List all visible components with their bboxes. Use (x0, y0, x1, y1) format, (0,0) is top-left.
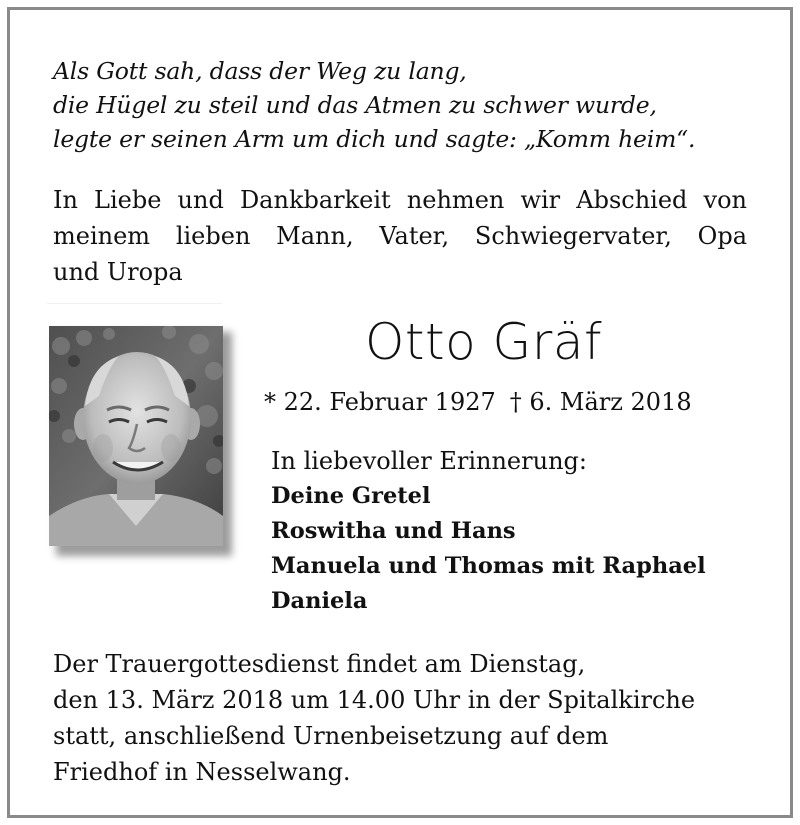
death-date: † 6. März 2018 (509, 388, 692, 416)
intro-line: In Liebe und Dankbarkeit nehmen wir Abschied von (53, 186, 747, 214)
poem (53, 54, 753, 156)
service-line: Friedhof in Nesselwang. (53, 758, 351, 786)
intro-line: meinem lieben Mann, Vater, Schwiegervater, Opa (53, 222, 747, 250)
mourner-name: Daniela (271, 588, 368, 614)
mourner-name: Deine Gretel (271, 483, 431, 509)
mourner-name: Roswitha und Hans (271, 518, 516, 544)
poem-line: legte er seinen Arm um dich und sagte: „Komm heim“. (53, 125, 696, 153)
mourner-name: Manuela und Thomas mit Raphael (271, 553, 706, 579)
intro-line: und Uropa (53, 258, 183, 286)
life-dates (264, 384, 692, 420)
photo-divider (47, 303, 222, 304)
farewell-intro (53, 182, 747, 290)
deceased-name: Otto Gräf (365, 313, 603, 371)
service-line: den 13. März 2018 um 14.00 Uhr in der Spitalkirche (53, 686, 696, 714)
mourners-list (271, 479, 706, 619)
service-line: Der Trauergottesdienst findet am Dienstag, (53, 650, 586, 678)
poem-line: die Hügel zu steil und das Atmen zu schwer wurde, (53, 91, 657, 119)
birth-date: * 22. Februar 1927 (264, 388, 496, 416)
service-line: statt, anschließend Urnenbeisetzung auf dem (53, 722, 609, 750)
portrait-photo (49, 326, 223, 546)
service-info (53, 646, 695, 790)
memory-heading: In liebevoller Erinnerung: (271, 447, 587, 475)
poem-line: Als Gott sah, dass der Weg zu lang, (53, 57, 467, 85)
